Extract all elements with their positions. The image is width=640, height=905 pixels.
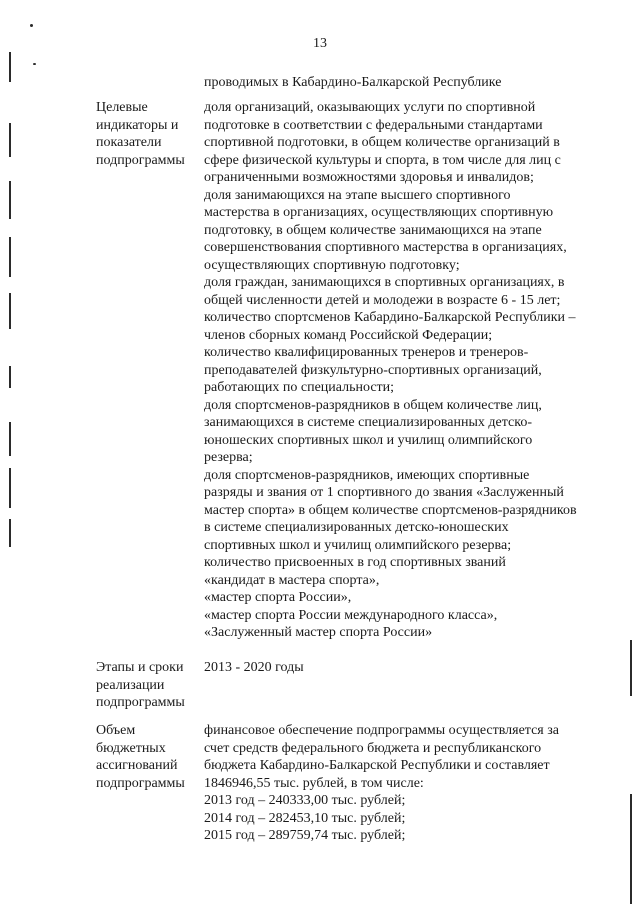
text-line: 2013 - 2020 годы	[204, 660, 304, 675]
passport-row-target-indicators	[96, 99, 616, 642]
text-line: 2014 год – 282453,10 тыс. рублей;	[204, 810, 406, 826]
row-label	[96, 722, 204, 845]
passport-row-stages-and-terms	[96, 659, 616, 712]
scan-edge-mark	[630, 640, 632, 696]
scan-speck	[30, 24, 33, 27]
text-line: совершенствования спортивного мастерства в организациях,	[204, 240, 567, 255]
row-label	[96, 659, 204, 712]
text-line: Целевые	[96, 100, 148, 115]
scan-edge-mark	[9, 293, 11, 329]
text-line: подпрограммы	[96, 695, 185, 710]
row-content	[204, 722, 616, 845]
page-number: 13	[313, 36, 327, 51]
text-line: юношеских спортивных школ и училищ олимпийского	[204, 432, 533, 448]
text-line: «кандидат в мастера спорта»,	[204, 572, 380, 588]
scan-edge-mark	[9, 519, 11, 547]
scan-edge-mark	[9, 123, 11, 157]
row-content	[204, 99, 616, 642]
scan-edge-mark	[630, 794, 632, 904]
text-line: «мастер спорта России»,	[204, 590, 352, 605]
text-line: мастер спорта» в общем количестве спортсменов-разрядников	[204, 502, 577, 518]
text-line: подпрограммы	[96, 152, 185, 168]
text-line: подпрограммы	[96, 775, 185, 791]
text-line: 2013 год – 240333,00 тыс. рублей;	[204, 793, 406, 808]
text-line: доля занимающихся на этапе высшего спортивного	[204, 187, 511, 203]
text-line: преподавателей физкультурно-спортивных организаций,	[204, 362, 542, 378]
text-line: осуществляющих спортивную подготовку;	[204, 257, 460, 273]
text-line: количество присвоенных в год спортивных званий	[204, 555, 506, 570]
text-line: показатели	[96, 135, 162, 150]
text-line: количество спортсменов Кабардино-Балкарской Республики –	[204, 310, 576, 325]
scan-edge-mark	[9, 366, 11, 388]
text-line: количество квалифицированных тренеров и тренеров-	[204, 345, 529, 360]
text-line: подготовку, в общем количестве занимающихся на этапе	[204, 222, 542, 238]
text-line: «мастер спорта России международного класса»,	[204, 607, 498, 623]
text-line: резерва;	[204, 450, 253, 465]
text-line: доля организаций, оказывающих услуги по спортивной	[204, 100, 536, 115]
text-line: членов сборных команд Российской Федерации;	[204, 327, 493, 343]
text-line: счет средств федерального бюджета и республиканского	[204, 740, 542, 756]
text-line: занимающихся в системе специализированных детско-	[204, 415, 532, 430]
row-content	[204, 659, 616, 712]
text-line: индикаторы и	[96, 117, 179, 133]
text-line: бюджетных	[96, 740, 166, 756]
continuation-text: проводимых в Кабардино-Балкарской Республике	[204, 75, 502, 90]
text-line: разряды и звания от 1 спортивного до звания «Заслуженный	[204, 485, 564, 500]
text-line: 2015 год – 289759,74 тыс. рублей;	[204, 828, 406, 843]
text-line: финансовое обеспечение подпрограммы осуществляется за	[204, 723, 559, 738]
text-line: доля спортсменов-разрядников в общем количестве лиц,	[204, 397, 542, 413]
row-label	[96, 99, 204, 642]
scan-edge-mark	[9, 468, 11, 508]
scan-speck	[33, 63, 36, 65]
text-line: общей численности детей и молодежи в возрасте 6 - 15 лет;	[204, 292, 561, 308]
text-line: подготовке в соответствии с федеральными стандартами	[204, 117, 543, 133]
text-line: спортивной подготовки, в общем количестве организаций в	[204, 135, 560, 150]
scan-edge-mark	[9, 422, 11, 456]
text-line: Объем	[96, 723, 136, 738]
text-line: бюджета Кабардино-Балкарской Республики и составляет	[204, 758, 550, 773]
text-line: «Заслуженный мастер спорта России»	[204, 625, 433, 640]
text-line: ассигнований	[96, 758, 178, 773]
text-line: ограниченными возможностями здоровья и инвалидов;	[204, 170, 534, 185]
text-line: работающих по специальности;	[204, 380, 395, 395]
passport-row-budget-allocations	[96, 722, 616, 845]
text-line: мастерства в организациях, осуществляющих спортивную	[204, 205, 554, 220]
scan-edge-mark	[9, 237, 11, 277]
text-line: в системе специализированных детско-юношеских	[204, 520, 509, 535]
text-line: сфере физической культуры и спорта, в том числе для лиц с	[204, 152, 561, 168]
text-line: реализации	[96, 677, 165, 693]
text-line: доля граждан, занимающихся в спортивных организациях, в	[204, 275, 565, 290]
scan-edge-mark	[9, 181, 11, 219]
text-line: Этапы и сроки	[96, 660, 184, 675]
text-line: 1846946,55 тыс. рублей, в том числе:	[204, 775, 424, 791]
text-line: спортивных школ и училищ олимпийского резерва;	[204, 537, 512, 553]
text-line: доля спортсменов-разрядников, имеющих спортивные	[204, 467, 530, 483]
scan-edge-mark	[9, 52, 11, 82]
